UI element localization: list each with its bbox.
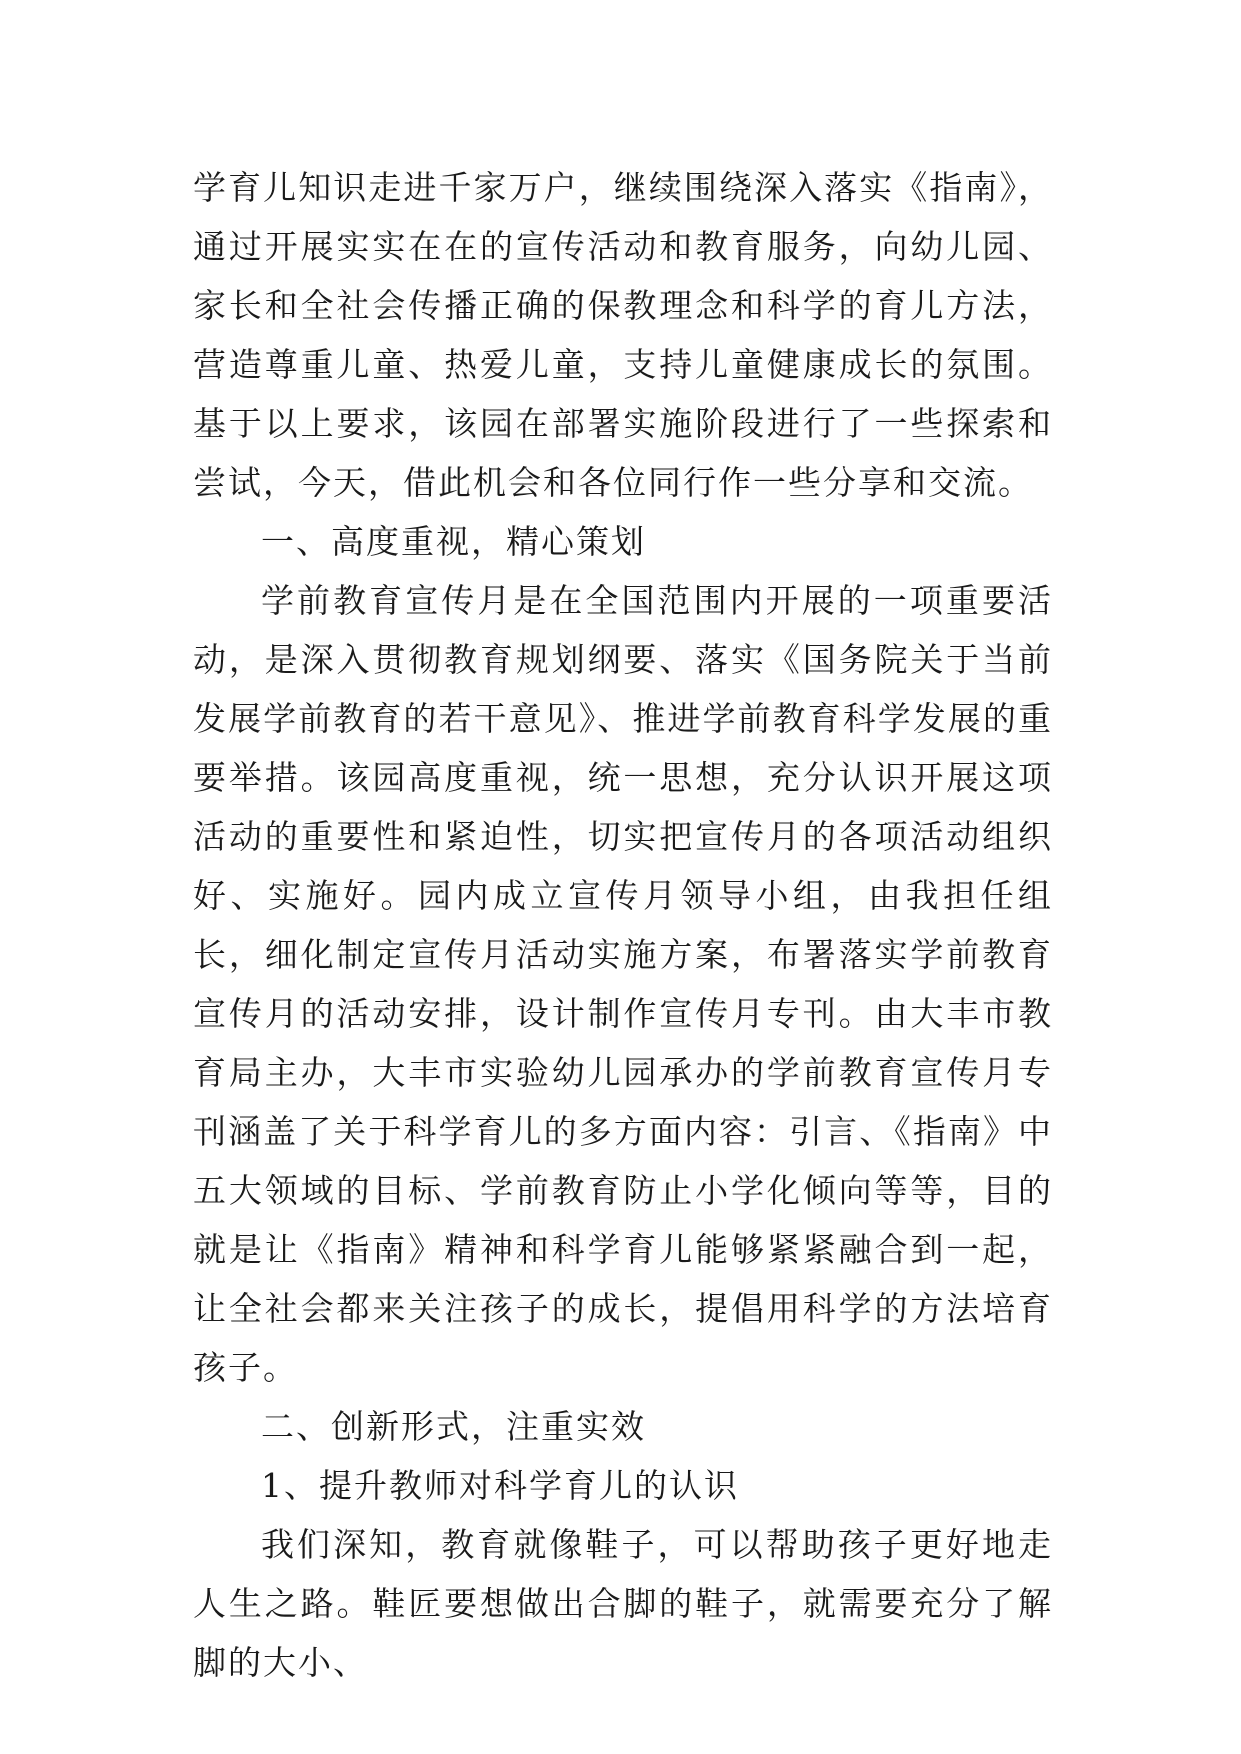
section-heading-2: 二、创新形式，注重实效 <box>261 1407 646 1446</box>
paragraph-section-1: 学前教育宣传月是在全国范围内开展的一项重要活动，是深入贯彻教育规划纲要、落实《国务院关于当前发展学前教育的若干意见》、推进学前教育科学发展的重要举措。该园高度重视，统一思想，充分认识开展这项活动的重要性和紧迫性，切实把宣传月的各项活动组织好、实施好。园内成立宣传月领导小组，由我担任组长，细化制定宣传月活动实施方案，布署落实学前教育宣传月的活动安排，设计制作宣传月专刊。由大丰市教育局主办，大丰市实验幼儿园承办的学前教育宣传月专刊涵盖了关于科学育儿的多方面内容：引言、《指南》中五大领域的目标、学前教育防止小学化倾向等等，目的就是让《指南》精神和科学育儿能够紧紧融合到一起，让全社会都来关注孩子的成长，提倡用科学的方法培育孩子。 <box>193 581 1053 1387</box>
document-body <box>193 158 1053 1692</box>
paragraph-continuation: 学育儿知识走进千家万户，继续围绕深入落实《指南》，通过开展实实在在的宣传活动和教育服务，向幼儿园、家长和全社会传播正确的保教理念和科学的育儿方法，营造尊重儿童、热爱儿童，支持儿童健康成长的氛围。基于以上要求，该园在部署实施阶段进行了一些探索和尝试，今天，借此机会和各位同行作一些分享和交流。 <box>193 168 1053 502</box>
paragraph-subsection-1: 我们深知，教育就像鞋子，可以帮助孩子更好地走人生之路。鞋匠要想做出合脚的鞋子，就需要充分了解脚的大小、 <box>193 1525 1053 1682</box>
subsection-heading-1: 1、提升教师对科学育儿的认识 <box>261 1466 739 1505</box>
section-heading-1: 一、高度重视，精心策划 <box>261 522 646 561</box>
